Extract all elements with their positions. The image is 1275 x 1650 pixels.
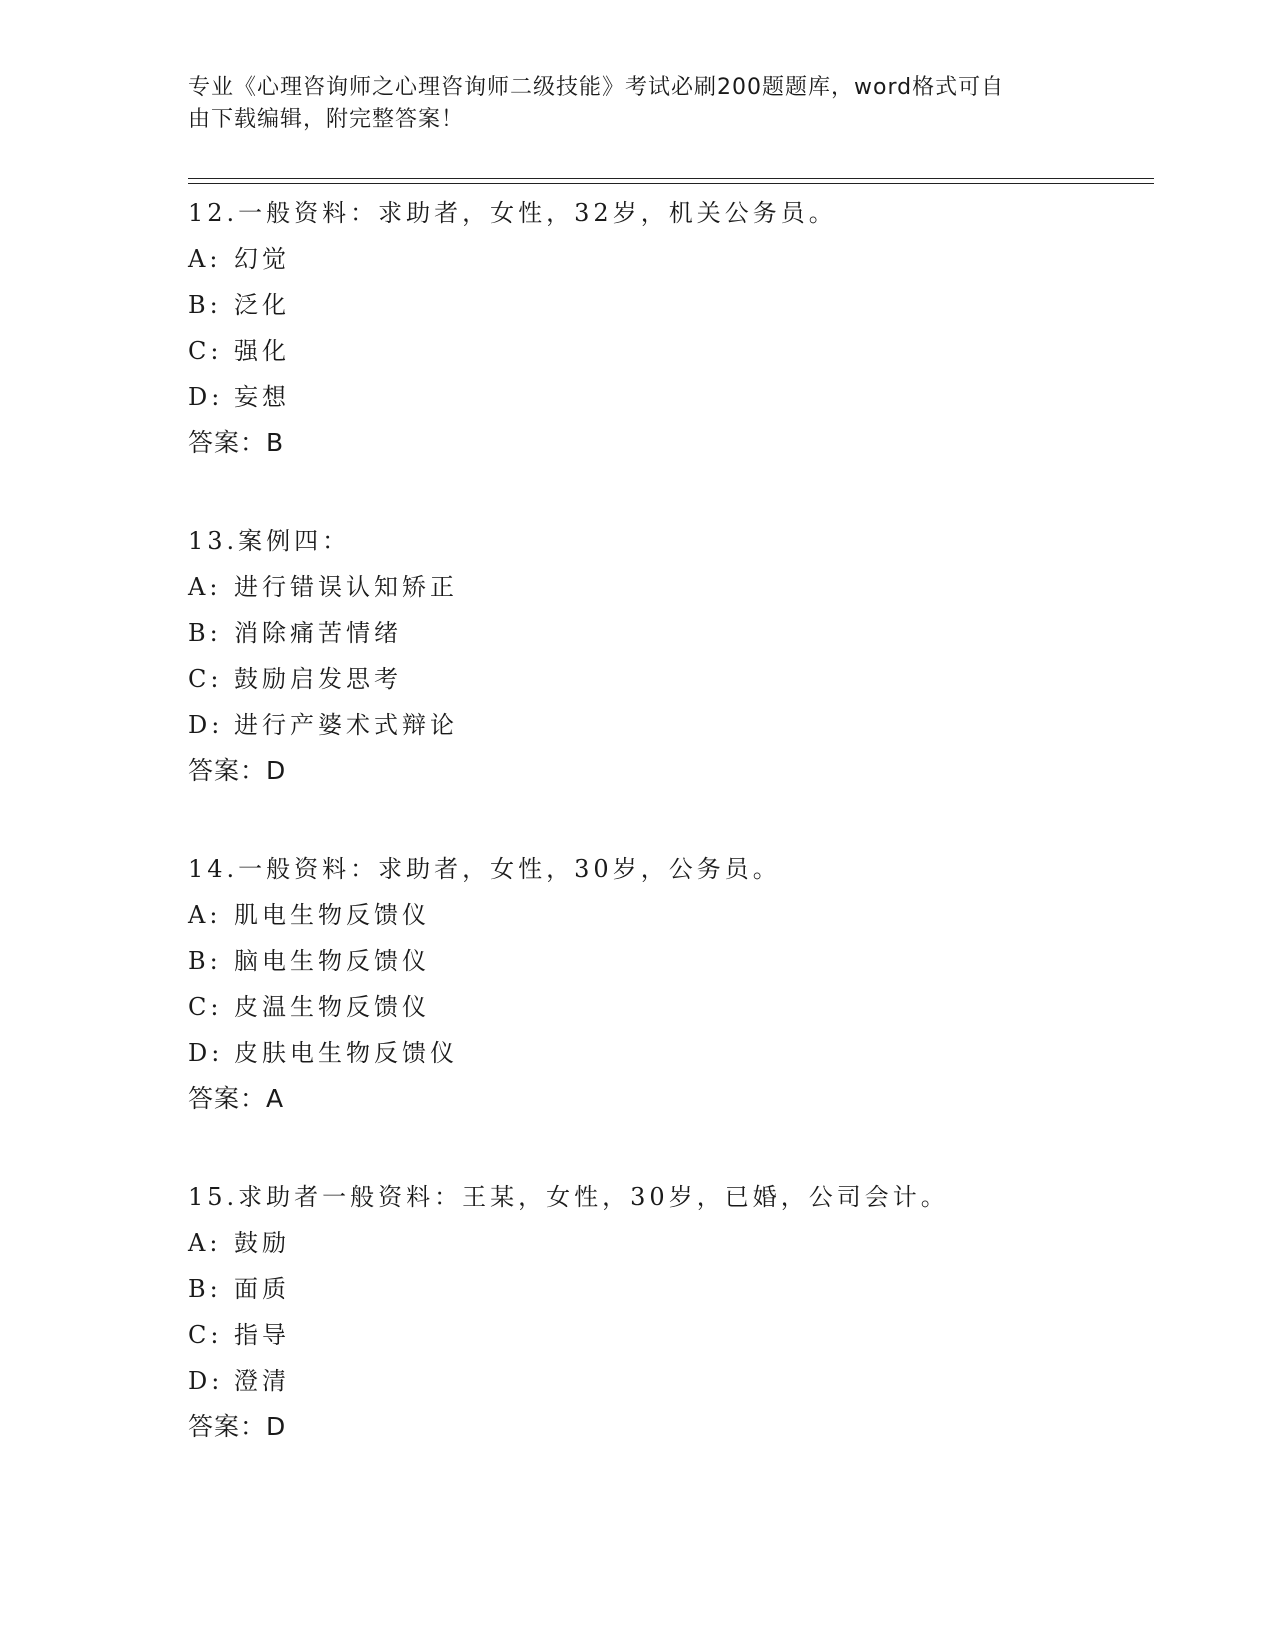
option-text: 肌电生物反馈仪 <box>234 901 430 929</box>
option-text: 脑电生物反馈仪 <box>234 947 430 975</box>
option-key: C: <box>188 665 223 693</box>
option-key: B: <box>188 291 222 319</box>
option-text: 鼓励启发思考 <box>234 665 402 693</box>
option-b <box>188 1266 1148 1312</box>
question-stem: 12.一般资料：求助者，女性，32岁，机关公务员。 <box>188 199 837 227</box>
option-text: 鼓励 <box>234 1229 290 1257</box>
option-b <box>188 610 1148 656</box>
option-key: A: <box>188 573 222 601</box>
option-b <box>188 938 1148 984</box>
header-divider-top <box>188 178 1154 179</box>
option-key: D: <box>188 1367 224 1395</box>
answer-line: 答案：D <box>188 756 287 785</box>
option-text: 妄想 <box>234 383 290 411</box>
option-key: D: <box>188 1039 224 1067</box>
option-key: A: <box>188 1229 222 1257</box>
option-key: C: <box>188 993 223 1021</box>
option-a <box>188 236 1148 282</box>
answer-line: 答案：D <box>188 1412 287 1441</box>
header-divider-bottom <box>188 183 1154 184</box>
option-text: 皮肤电生物反馈仪 <box>234 1039 458 1067</box>
question-stem: 13.案例四： <box>188 527 351 555</box>
question-15 <box>188 1174 1148 1450</box>
option-c <box>188 656 1148 702</box>
option-key: B: <box>188 1275 222 1303</box>
question-stem: 15.求助者一般资料：王某，女性，30岁，已婚，公司会计。 <box>188 1183 949 1211</box>
option-key: C: <box>188 337 223 365</box>
option-d <box>188 702 1148 748</box>
option-text: 泛化 <box>234 291 290 319</box>
option-key: D: <box>188 383 224 411</box>
option-a <box>188 892 1148 938</box>
option-a <box>188 1220 1148 1266</box>
option-text: 澄清 <box>234 1367 290 1395</box>
header-line-2: 由下载编辑，附完整答案！ <box>188 107 465 132</box>
option-b <box>188 282 1148 328</box>
question-12 <box>188 190 1148 466</box>
option-key: D: <box>188 711 224 739</box>
question-13 <box>188 518 1148 794</box>
option-text: 消除痛苦情绪 <box>234 619 402 647</box>
header-line-1: 专业《心理咨询师之心理咨询师二级技能》考试必刷200题题库，word格式可自 <box>188 75 1005 100</box>
option-text: 指导 <box>234 1321 290 1349</box>
option-key: A: <box>188 245 222 273</box>
option-d <box>188 374 1148 420</box>
option-key: B: <box>188 947 222 975</box>
document-header <box>188 72 1068 136</box>
question-list <box>188 190 1148 1502</box>
option-text: 幻觉 <box>234 245 290 273</box>
option-text: 进行错误认知矫正 <box>234 573 458 601</box>
question-14 <box>188 846 1148 1122</box>
option-c <box>188 1312 1148 1358</box>
option-text: 强化 <box>234 337 290 365</box>
option-d <box>188 1358 1148 1404</box>
answer-line: 答案：B <box>188 428 285 457</box>
option-key: B: <box>188 619 222 647</box>
option-d <box>188 1030 1148 1076</box>
option-text: 进行产婆术式辩论 <box>234 711 458 739</box>
option-text: 面质 <box>234 1275 290 1303</box>
option-c <box>188 328 1148 374</box>
option-key: A: <box>188 901 222 929</box>
option-a <box>188 564 1148 610</box>
option-c <box>188 984 1148 1030</box>
question-stem: 14.一般资料：求助者，女性，30岁，公务员。 <box>188 855 781 883</box>
option-key: C: <box>188 1321 223 1349</box>
answer-line: 答案：A <box>188 1084 285 1113</box>
option-text: 皮温生物反馈仪 <box>234 993 430 1021</box>
